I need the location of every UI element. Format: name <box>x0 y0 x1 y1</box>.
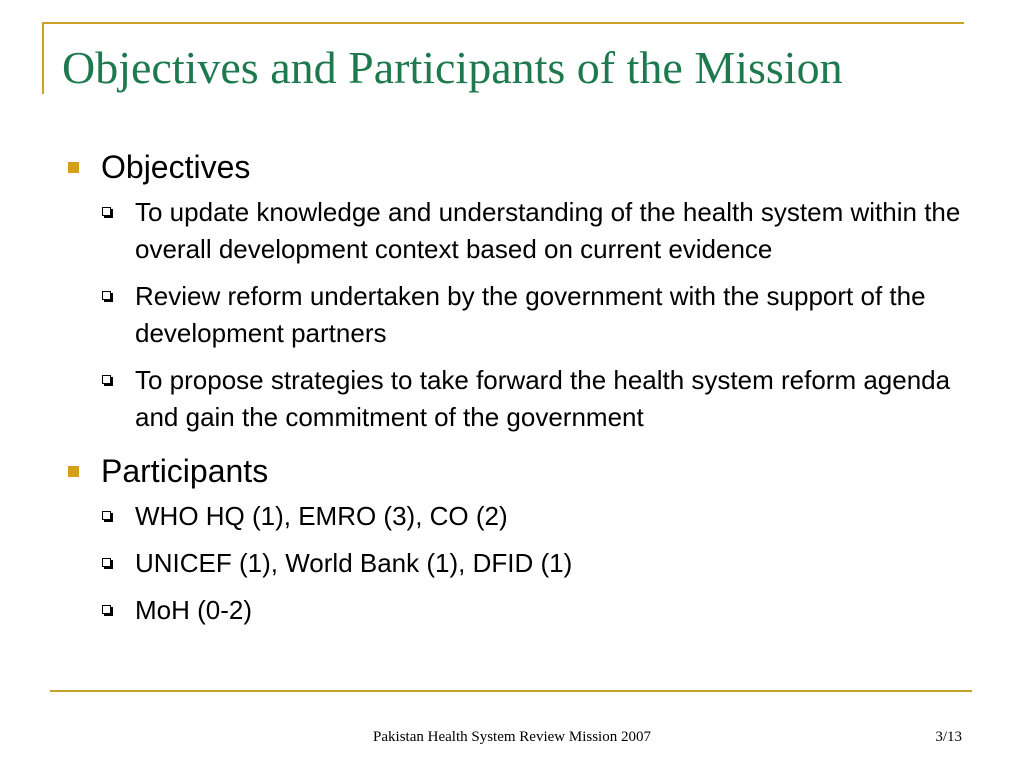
frame-vertical-line <box>42 22 44 94</box>
section-objectives <box>68 146 988 436</box>
sub-bullet-list <box>68 498 988 629</box>
bullet-text: WHO HQ (1), EMRO (3), CO (2) <box>135 501 508 531</box>
square-bullet-icon <box>68 162 79 173</box>
bullet-level1 <box>68 146 988 188</box>
slide-content <box>68 146 988 643</box>
bullet-level2 <box>102 545 988 582</box>
bullet-level1 <box>68 450 988 492</box>
footer-divider <box>50 690 972 692</box>
page-number: 3/13 <box>935 729 962 745</box>
bullet-text: MoH (0-2) <box>135 595 253 625</box>
bullet-level2 <box>102 194 988 268</box>
hollow-square-bullet-icon <box>102 207 111 216</box>
bullet-level2 <box>102 592 988 629</box>
footer-text: Pakistan Health System Review Mission 2007 <box>373 729 651 745</box>
slide-title: Objectives and Participants of the Mission <box>62 42 843 93</box>
hollow-square-bullet-icon <box>102 511 111 520</box>
bullet-text: To propose strategies to take forward the health system reform agenda and gain the commitment of the government <box>135 365 951 432</box>
square-bullet-icon <box>68 466 79 477</box>
hollow-square-bullet-icon <box>102 605 111 614</box>
hollow-square-bullet-icon <box>102 375 111 384</box>
hollow-square-bullet-icon <box>102 291 111 300</box>
bullet-text: To update knowledge and understanding of the health system within the overall development context based on current evidence <box>135 197 961 264</box>
section-heading: Objectives <box>101 149 251 185</box>
bullet-level2 <box>102 498 988 535</box>
bullet-text: UNICEF (1), World Bank (1), DFID (1) <box>135 548 573 578</box>
bullet-text: Review reform undertaken by the government with the support of the development partners <box>135 281 926 348</box>
hollow-square-bullet-icon <box>102 558 111 567</box>
section-participants <box>68 450 988 629</box>
section-heading: Participants <box>101 453 269 489</box>
bullet-level2 <box>102 362 988 436</box>
frame-top-line <box>42 22 964 24</box>
bullet-level2 <box>102 278 988 352</box>
sub-bullet-list <box>68 194 988 436</box>
